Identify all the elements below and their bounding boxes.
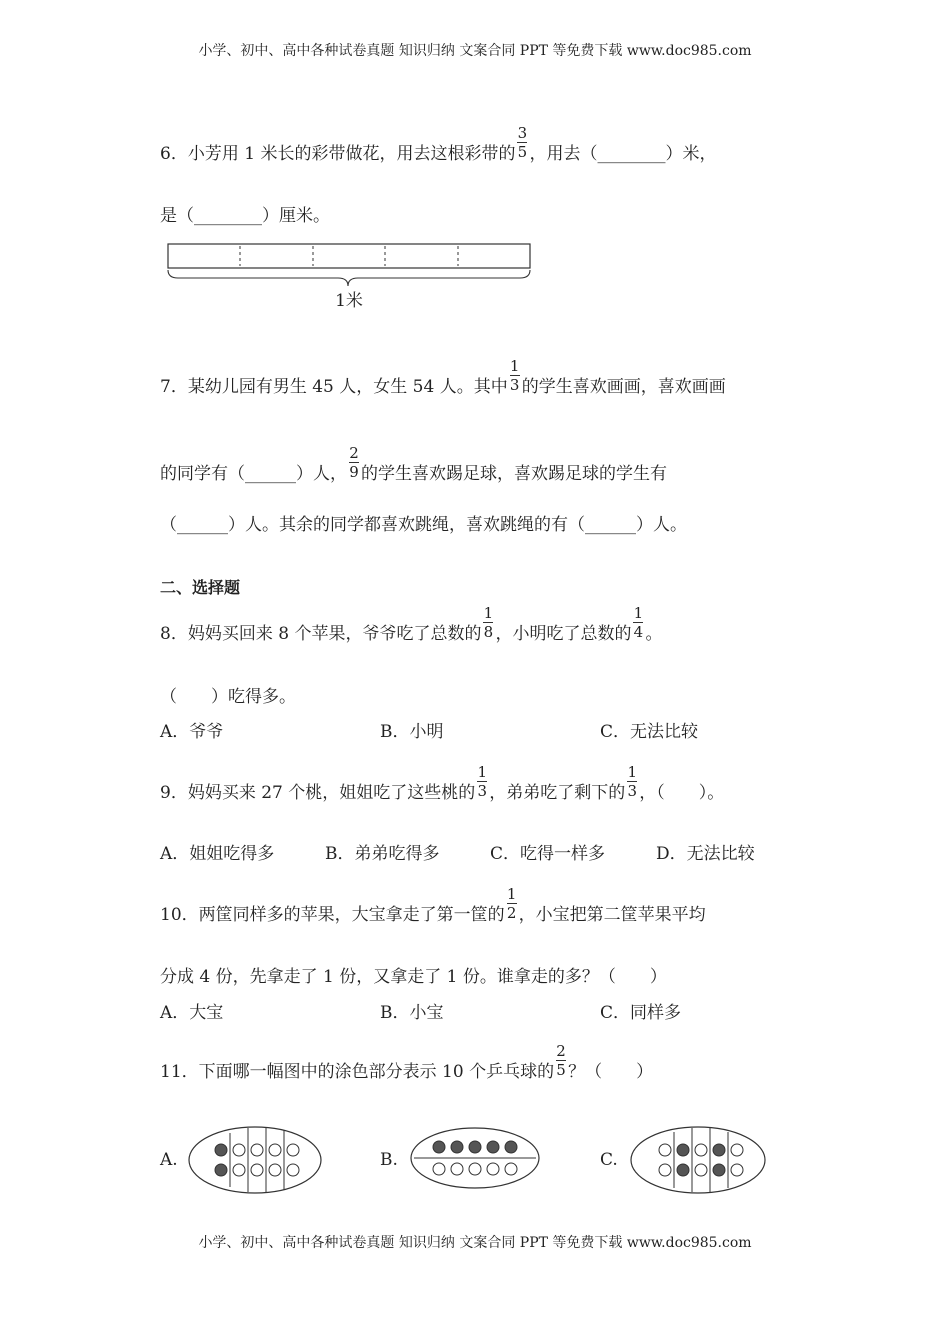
ball	[469, 1163, 481, 1175]
shaded-ball	[469, 1141, 481, 1153]
ball	[233, 1144, 245, 1156]
q6-fraction	[516, 124, 528, 161]
q11-frac-den: 5	[556, 1061, 566, 1079]
q10-option-a[interactable]: A．大宝	[160, 1003, 224, 1023]
q7-text-d: 的学生喜欢踢足球，喜欢踢足球的学生有	[361, 464, 667, 484]
q7-text-b: 的学生喜欢画画，喜欢画画	[521, 377, 726, 397]
q9-fraction-2	[626, 763, 638, 800]
q7-text-a: 7．某幼儿园有男生 45 人，女生 54 人。其中	[160, 377, 508, 397]
q9-frac2-num: 1	[627, 763, 638, 781]
q6-line1	[160, 124, 717, 164]
q9-fraction-1	[476, 763, 488, 800]
q10-option-b[interactable]: B．小宝	[380, 1003, 444, 1023]
shaded-ball	[505, 1141, 517, 1153]
q8-fraction-1	[482, 604, 494, 641]
q7-fraction-1	[509, 357, 521, 394]
q9-option-c[interactable]: C．吃得一样多	[490, 844, 606, 864]
shaded-ball	[215, 1144, 227, 1156]
ball	[487, 1163, 499, 1175]
q11-option-c-figure[interactable]	[628, 1122, 768, 1198]
shaded-ball	[451, 1141, 463, 1153]
ball	[287, 1144, 299, 1156]
q7-frac1-den: 3	[509, 376, 520, 394]
q9-option-d[interactable]: D．无法比较	[656, 844, 755, 864]
q8-frac1-den: 8	[483, 623, 494, 641]
q10-text-a: 10．两筐同样多的苹果，大宝拿走了第一筐的	[160, 905, 505, 925]
shaded-ball	[677, 1164, 689, 1176]
ball	[233, 1164, 245, 1176]
q11-option-b-label[interactable]: B.	[380, 1150, 398, 1170]
q9-option-b[interactable]: B．弟弟吃得多	[325, 844, 440, 864]
q6-frac-num: 3	[517, 124, 528, 142]
ribbon-brace	[168, 270, 530, 286]
ribbon-label: 1米	[335, 291, 363, 311]
q9-text-b: ，弟弟吃了剩下的	[489, 783, 626, 803]
shaded-ball	[713, 1144, 725, 1156]
q11-option-a-label[interactable]: A.	[160, 1150, 178, 1170]
q8-text-c: 。	[645, 624, 663, 644]
q7-frac1-num: 1	[509, 357, 520, 375]
page-footer: 小学、初中、高中各种试卷真题 知识归纳 文案合同 PPT 等免费下载 www.doc985.com	[198, 1235, 752, 1251]
q7-frac2-den: 9	[349, 463, 359, 481]
q7-line2	[160, 444, 667, 484]
ball	[251, 1144, 263, 1156]
q11-option-c-label[interactable]: C.	[600, 1150, 618, 1170]
q9-frac2-den: 3	[627, 782, 638, 800]
ball	[695, 1164, 707, 1176]
q7-frac2-num: 2	[349, 444, 359, 462]
q10-option-c[interactable]: C．同样多	[600, 1003, 682, 1023]
q11-text-a: 11．下面哪一幅图中的涂色部分表示 10 个乒乓球的	[160, 1062, 555, 1082]
q9-options	[160, 844, 755, 864]
q8-line2: （ ）吃得多。	[160, 687, 296, 707]
q8-options	[160, 722, 698, 742]
ribbon-bar	[168, 244, 530, 268]
q10-fraction	[506, 885, 518, 922]
ball	[451, 1163, 463, 1175]
shaded-ball	[713, 1164, 725, 1176]
shaded-ball	[677, 1144, 689, 1156]
q10-line1	[160, 885, 706, 925]
q11-option-a-figure[interactable]	[186, 1122, 324, 1198]
q11-line1	[160, 1042, 654, 1082]
q7-text-c: 的同学有（______）人，	[160, 464, 347, 484]
ball	[269, 1144, 281, 1156]
q6-text-a: 6．小芳用 1 米长的彩带做花，用去这根彩带的	[160, 144, 516, 164]
q10-options	[160, 1003, 681, 1023]
q11-text-b: ？（ ）	[568, 1062, 654, 1082]
ball	[659, 1144, 671, 1156]
q8-frac1-num: 1	[483, 604, 494, 622]
shaded-ball	[433, 1141, 445, 1153]
q10-frac-num: 1	[506, 885, 517, 903]
q8-option-a[interactable]: A．爷爷	[160, 722, 224, 742]
ball	[731, 1144, 743, 1156]
ball	[269, 1164, 281, 1176]
q8-fraction-2	[632, 604, 644, 641]
page-header: 小学、初中、高中各种试卷真题 知识归纳 文案合同 PPT 等免费下载 www.doc985.com	[198, 43, 752, 59]
q8-text-a: 8．妈妈买回来 8 个苹果，爷爷吃了总数的	[160, 624, 482, 644]
q8-frac2-den: 4	[633, 623, 644, 641]
q9-frac1-den: 3	[477, 782, 488, 800]
ellipse-outline	[189, 1127, 321, 1193]
ball	[287, 1164, 299, 1176]
ribbon-diagram	[166, 242, 534, 314]
q9-text-c: ，（ ）。	[639, 783, 725, 803]
q10-frac-den: 2	[506, 904, 517, 922]
q10-line2: 分成 4 份，先拿走了 1 份，又拿走了 1 份。谁拿走的多？（ ）	[160, 967, 667, 987]
q9-line1	[160, 763, 725, 803]
q8-text-b: ，小明吃了总数的	[495, 624, 632, 644]
ball	[505, 1163, 517, 1175]
section-title: 二、选择题	[160, 578, 241, 597]
q11-option-b-figure[interactable]	[408, 1120, 542, 1196]
q8-frac2-num: 1	[633, 604, 644, 622]
ellipse-outline	[631, 1127, 765, 1193]
q6-line2: 是（________）厘米。	[160, 206, 330, 226]
q7-line3: （______）人。其余的同学都喜欢跳绳，喜欢跳绳的有（______）人。	[160, 515, 687, 535]
shaded-ball	[215, 1164, 227, 1176]
q8-option-b[interactable]: B．小明	[380, 722, 444, 742]
q11-frac-num: 2	[556, 1042, 566, 1060]
shaded-ball	[487, 1141, 499, 1153]
ball	[251, 1164, 263, 1176]
q9-frac1-num: 1	[477, 763, 488, 781]
ball	[433, 1163, 445, 1175]
ball	[695, 1144, 707, 1156]
q10-text-b: ，小宝把第二筐苹果平均	[518, 905, 706, 925]
q9-option-a[interactable]: A．姐姐吃得多	[160, 844, 275, 864]
q8-line1	[160, 604, 663, 644]
q11-fraction	[555, 1042, 567, 1079]
q7-line1	[160, 357, 726, 397]
q7-fraction-2	[348, 444, 360, 481]
q9-text-a: 9．妈妈买来 27 个桃，姐姐吃了这些桃的	[160, 783, 476, 803]
ball	[659, 1164, 671, 1176]
q8-option-c[interactable]: C．无法比较	[600, 722, 699, 742]
ball	[731, 1164, 743, 1176]
q6-frac-den: 5	[517, 143, 528, 161]
q6-text-b: ，用去（________）米，	[529, 144, 717, 164]
